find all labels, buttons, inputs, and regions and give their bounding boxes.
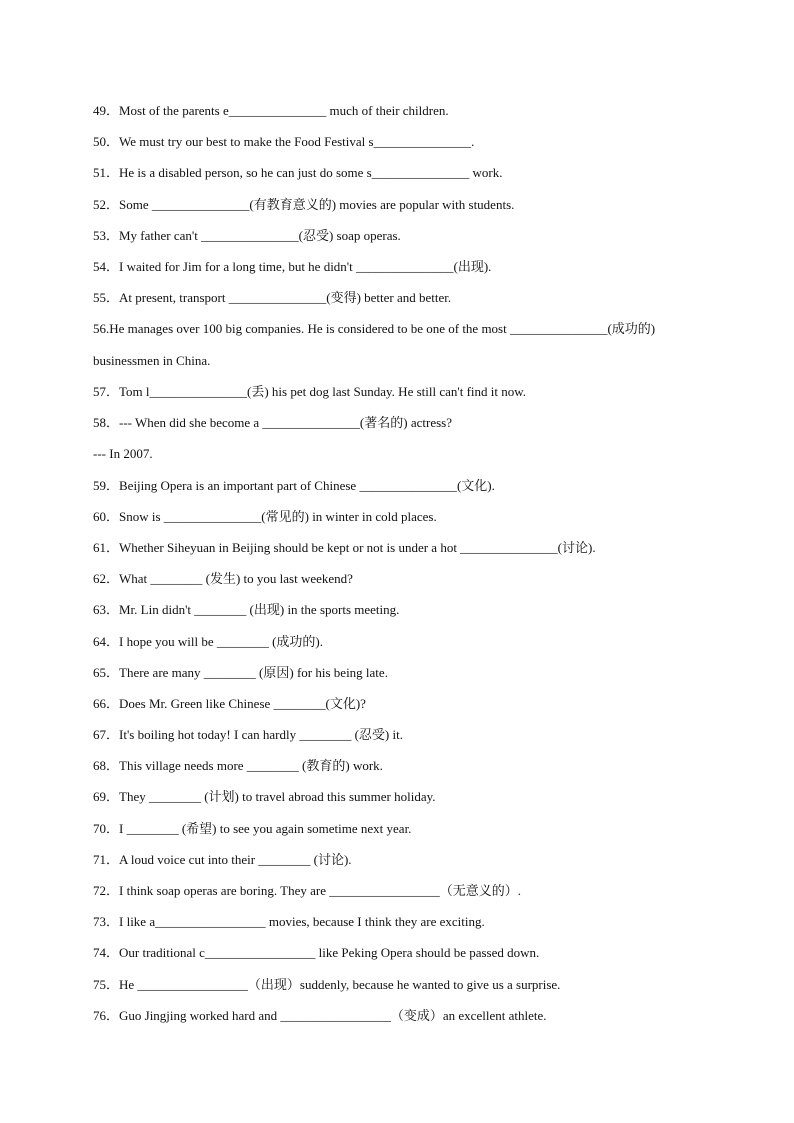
question-65: 65．There are many ________ (原因) for his being late.: [93, 665, 388, 680]
question-58-answer: --- In 2007.: [93, 446, 153, 461]
question-56: 56.He manages over 100 big companies. He is considered to be one of the most _______________(成功的): [93, 321, 656, 336]
question-76: 76．Guo Jingjing worked hard and _________________（变成）an excellent athlete.: [93, 1008, 547, 1023]
question-66: 66．Does Mr. Green like Chinese ________(文化)?: [93, 696, 366, 711]
question-63: 63．Mr. Lin didn't ________ (出现) in the sports meeting.: [93, 602, 400, 617]
question-53: 53．My father can't _______________(忍受) soap operas.: [93, 228, 401, 243]
question-70: 70．I ________ (希望) to see you again sometime next year.: [93, 821, 412, 836]
question-57: 57．Tom l_______________(丢) his pet dog last Sunday. He still can't find it now.: [93, 384, 527, 399]
question-67: 67．It's boiling hot today! I can hardly ________ (忍受) it.: [93, 727, 403, 742]
question-71: 71．A loud voice cut into their ________ (讨论).: [93, 852, 352, 867]
question-58: 58．--- When did she become a _______________(著名的) actress?: [93, 415, 452, 430]
question-74: 74．Our traditional c_________________ like Peking Opera should be passed down.: [93, 945, 540, 960]
question-49: 49．Most of the parents e_______________ much of their children.: [93, 103, 449, 118]
question-51: 51．He is a disabled person, so he can just do some s_______________ work.: [93, 165, 503, 180]
question-55: 55．At present, transport _______________(变得) better and better.: [93, 290, 452, 305]
question-61: 61．Whether Siheyuan in Beijing should be kept or not is under a hot _______________(讨论).: [93, 540, 596, 555]
question-68: 68．This village needs more ________ (教育的) work.: [93, 758, 383, 773]
question-60: 60．Snow is _______________(常见的) in winter in cold places.: [93, 509, 437, 524]
question-52: 52．Some _______________(有教育意义的) movies are popular with students.: [93, 197, 515, 212]
question-64: 64．I hope you will be ________ (成功的).: [93, 634, 324, 649]
question-75: 75．He _________________（出现）suddenly, because he wanted to give us a surprise.: [93, 977, 561, 992]
question-62: 62．What ________ (发生) to you last weekend?: [93, 571, 353, 586]
question-59: 59．Beijing Opera is an important part of Chinese _______________(文化).: [93, 478, 495, 493]
question-54: 54．I waited for Jim for a long time, but he didn't _______________(出现).: [93, 259, 492, 274]
question-50: 50．We must try our best to make the Food Festival s_______________.: [93, 134, 475, 149]
question-72: 72．I think soap operas are boring. They are _________________（无意义的）.: [93, 883, 521, 898]
question-56-continuation: businessmen in China.: [93, 353, 211, 368]
question-73: 73．I like a_________________ movies, because I think they are exciting.: [93, 914, 485, 929]
question-69: 69．They ________ (计划) to travel abroad this summer holiday.: [93, 789, 436, 804]
